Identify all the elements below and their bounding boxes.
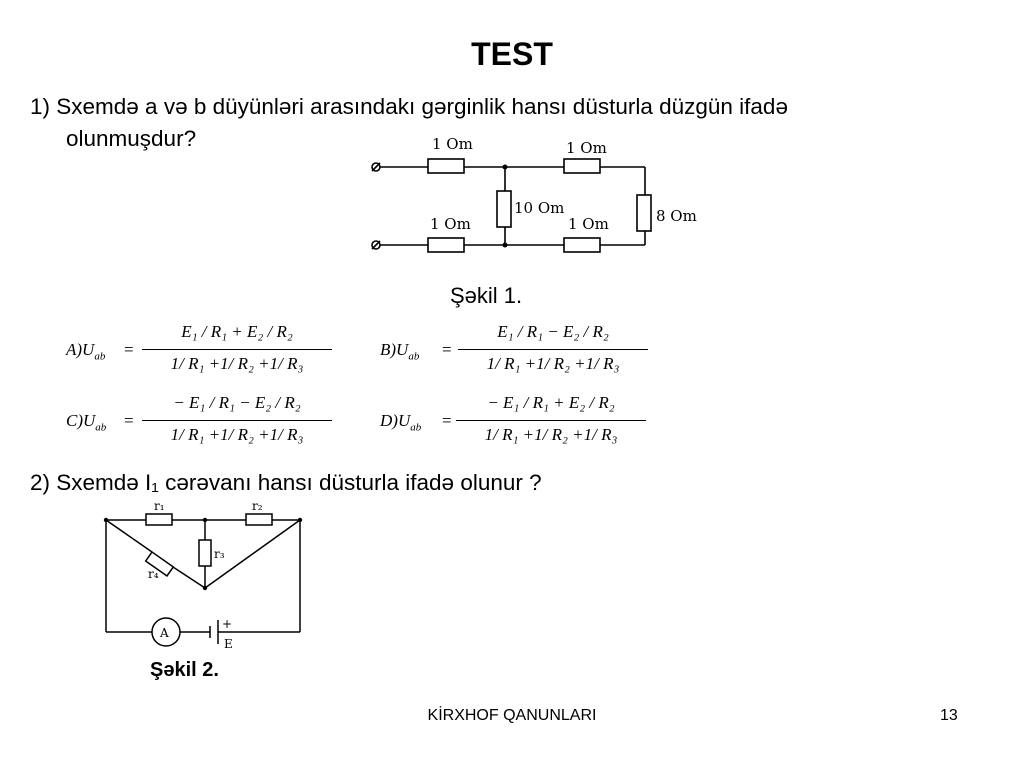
option-c-denominator: 1/ R₁ +1/ R₂ +1/ R₃: [170, 425, 304, 444]
ammeter-label: A: [160, 626, 169, 640]
option-a-label: $A)U_{ab}$: [66, 340, 106, 363]
node-bottom: [503, 243, 508, 248]
question-1-line-1: 1) Sxemdə a və b düyünləri arasındakı gərginlik hansı düsturla düzgün ifadə: [30, 94, 788, 119]
option-b-numerator: E₁ / R₁ − E₂ / R₂: [497, 322, 609, 341]
option-b-equals: =: [442, 340, 452, 359]
option-c-formula: [66, 393, 336, 451]
option-d-denominator: 1/ R₁ +1/ R₂ +1/ R₃: [484, 425, 618, 444]
resistor-r2: [246, 514, 272, 525]
option-c-label: $C)U_{ab}$: [66, 411, 107, 434]
option-b-formula: [380, 322, 650, 380]
label-r-bottom-right: 1 Om: [568, 215, 609, 233]
resistor-middle: [497, 191, 511, 227]
resistor-r1: [146, 514, 172, 525]
label-r2: r₂: [252, 500, 263, 513]
option-c-numerator: − E₁ / R₁ − E₂ / R₂: [173, 393, 301, 412]
resistor-top-left: [428, 159, 464, 173]
node-top: [503, 165, 508, 170]
option-d-equals: =: [442, 411, 452, 430]
resistor-bottom-right: [564, 238, 600, 252]
resistor-r3: [199, 540, 211, 566]
question-1-line-2: olunmuşdur?: [66, 126, 197, 151]
label-r-right: 8 Om: [656, 207, 697, 225]
option-d-numerator: − E₁ / R₁ + E₂ / R₂: [487, 393, 615, 412]
option-a-equals: =: [124, 340, 134, 359]
option-a-denominator: 1/ R₁ +1/ R₂ +1/ R₃: [170, 354, 304, 373]
slide-title: TEST: [471, 36, 553, 72]
circuit-diagram-2: [98, 500, 338, 660]
page-number: 13: [940, 707, 958, 724]
footer-title: KİRXHOF QANUNLARI: [427, 707, 597, 724]
source-label: E: [224, 637, 233, 651]
option-d-fraction-bar: [456, 420, 646, 421]
option-b-fraction-bar: [458, 349, 648, 350]
option-d-formula: [380, 393, 650, 451]
option-a-formula: [66, 322, 336, 380]
option-b-denominator: 1/ R₁ +1/ R₂ +1/ R₃: [486, 354, 620, 373]
label-r4: r₄: [148, 567, 159, 581]
label-r-top-right: 1 Om: [566, 139, 607, 157]
figure-1-caption: Şəkil 1.: [450, 283, 523, 308]
resistor-bottom-left: [428, 238, 464, 252]
figure-2-caption: Şəkil 2.: [150, 659, 219, 681]
resistor-top-right: [564, 159, 600, 173]
label-r-bottom-left: 1 Om: [430, 215, 471, 233]
label-r1: r₁: [154, 500, 165, 513]
option-d-label: $D)U_{ab}$: [380, 411, 422, 434]
option-c-equals: =: [124, 411, 134, 430]
option-a-fraction-bar: [142, 349, 332, 350]
label-r-middle: 10 Om: [514, 199, 565, 217]
resistor-right: [637, 195, 651, 231]
label-r3: r₃: [214, 547, 225, 561]
circuit-diagram-1: [360, 125, 720, 275]
label-r-top-left: 1 Om: [432, 135, 473, 153]
source-plus-label: +: [222, 617, 233, 631]
option-c-fraction-bar: [142, 420, 332, 421]
option-b-label: $B)U_{ab}$: [380, 340, 420, 363]
question-2: 2) Sxemdə I₁ cərəvanı hansı düsturla ifadə olunur ?: [30, 470, 542, 495]
option-a-numerator: E₁ / R₁ + E₂ / R₂: [181, 322, 293, 341]
